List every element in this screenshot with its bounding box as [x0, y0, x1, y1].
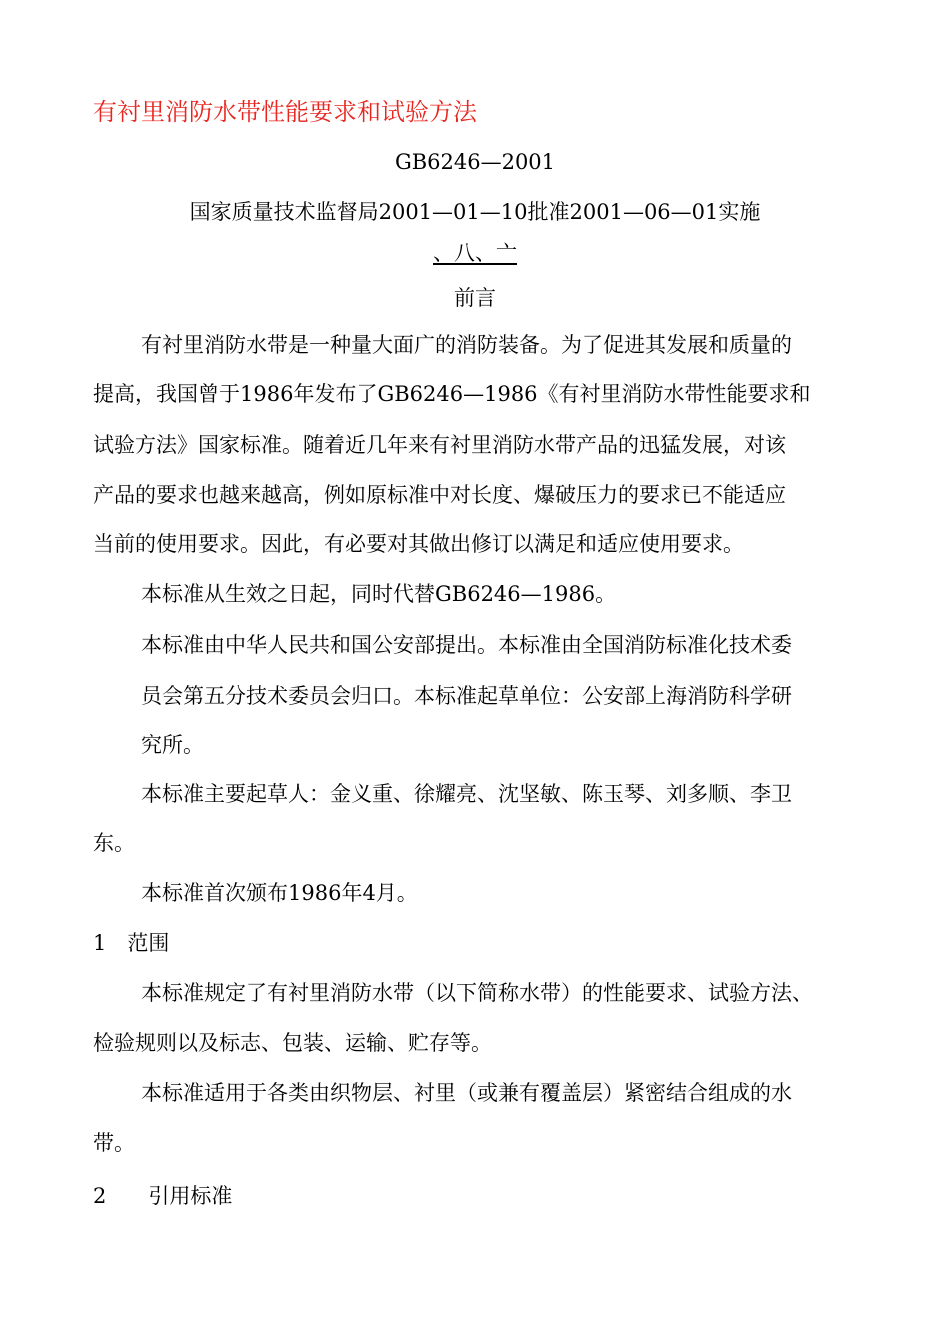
paragraph-line: 带。 — [93, 1131, 135, 1155]
paragraph-line: 检验规则以及标志、包装、运输、贮存等。 — [93, 1031, 492, 1055]
paragraph-line: 当前的使用要求。因此，有必要对其做出修订以满足和适应使用要求。 — [93, 532, 744, 556]
paragraph-line: 本标准主要起草人：金义重、徐耀亮、沈坚敏、陈玉琴、刘多顺、李卫 — [141, 782, 792, 806]
paragraph-line: 产品的要求也越来越高，例如原标准中对长度、爆破压力的要求已不能适应 — [93, 483, 786, 507]
paragraph-line: 本标准首次颁布1986年4月。 — [141, 881, 418, 905]
approval-line: 国家质量技术监督局2001—01—10批准2001—06—01实施 — [189, 200, 761, 224]
paragraph-line: 试验方法》国家标准。随着近几年来有衬里消防水带产品的迅猛发展，对该 — [93, 433, 786, 457]
section-heading-scope: 1 范围 — [93, 931, 170, 955]
paragraph-line: 东。 — [93, 831, 135, 855]
paragraph-line: 有衬里消防水带是一种量大面广的消防装备。为了促进其发展和质量的 — [141, 333, 792, 357]
section-heading-references: 2 引用标准 — [93, 1184, 233, 1208]
paragraph-line: 本标准适用于各类由织物层、衬里（或兼有覆盖层）紧密结合组成的水 — [141, 1081, 792, 1105]
standard-code: GB6246—2001 — [394, 150, 556, 174]
garbled-fragment: 、八、亠 — [433, 241, 517, 265]
paragraph-line: 提高，我国曾于1986年发布了GB6246—1986《有衬里消防水带性能要求和 — [93, 382, 811, 406]
paragraph-line: 本标准规定了有衬里消防水带（以下简称水带）的性能要求、试验方法、 — [141, 981, 813, 1005]
paragraph-line: 员会第五分技术委员会归口。本标准起草单位：公安部上海消防科学研 — [141, 684, 792, 708]
foreword-heading: 前言 — [454, 286, 496, 310]
paragraph-line: 究所。 — [141, 733, 204, 757]
fragment-row — [0, 240, 950, 266]
document-title: 有衬里消防水带性能要求和试验方法 — [93, 98, 477, 126]
paragraph-line: 本标准由中华人民共和国公安部提出。本标准由全国消防标准化技术委 — [141, 633, 792, 657]
paragraph-line: 本标准从生效之日起，同时代替GB6246—1986。 — [141, 582, 617, 606]
